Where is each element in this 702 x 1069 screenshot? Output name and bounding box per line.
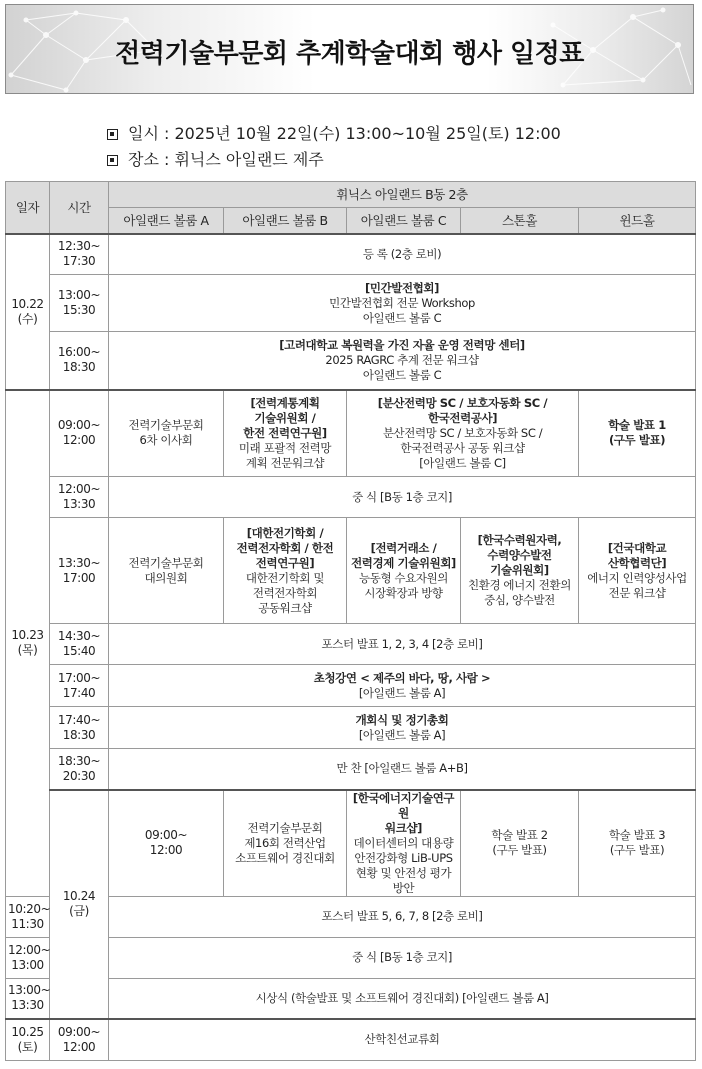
event-date: 일시 : 2025년 10월 22일(수) 13:00~10월 25일(토) 12:00 [128, 124, 561, 143]
event-cell: 초청강연 < 제주의 바다, 땅, 사람 > [아일랜드 볼룸 A] [109, 665, 696, 707]
day-date: 10.22 [11, 296, 44, 311]
time-cell: 10:20~ 11:30 [6, 896, 50, 937]
event-cell: 시상식 (학술발표 및 소프트웨어 경진대회) [아일랜드 볼룸 A] [109, 978, 696, 1019]
header-wind-hall: 윈드홀 [579, 208, 696, 234]
event-cell-stone-hall: [한국수력원자력, 수력양수발전 기술위원회] 친환경 에너지 전환의 중심, 양수발전 [461, 518, 579, 624]
event-cell-room-a: 전력기술부문회 제16회 전력산업 소프트웨어 경진대회 [224, 790, 347, 897]
time-cell: 17:40~ 18:30 [50, 707, 109, 749]
time-cell: 13:00~ 13:30 [6, 978, 50, 1019]
table-row [6, 790, 696, 897]
event-cell-room-c: 학술 발표 2 (구두 발표) [461, 790, 579, 897]
time-cell: 18:30~ 20:30 [50, 749, 109, 790]
header-day: 일자 [6, 182, 50, 234]
header-time: 시간 [50, 182, 109, 234]
header-room-c: 아일랜드 볼룸 C [347, 208, 461, 234]
event-venue: 장소 : 휘닉스 아일랜드 제주 [128, 150, 324, 169]
square-bullet-icon [107, 155, 118, 166]
day-weekday: (금) [69, 904, 89, 919]
event-cell-room-b: [전력계통계획 기술위원회 / 한전 전력연구원] 미래 포괄적 전력망 계획 전문워크샵 [224, 390, 347, 477]
time-cell: 16:00~ 18:30 [50, 332, 109, 390]
event-cell-room-b: [대한전기학회 / 전력전자학회 / 한전 전력연구원] 대한전기학회 및 전력전자학회 공동워크샵 [224, 518, 347, 624]
header-building: 휘닉스 아일랜드 B동 2층 [109, 182, 696, 208]
table-row [6, 665, 696, 707]
time-cell: 09:00~ 12:00 [50, 390, 109, 477]
table-row [6, 332, 696, 390]
event-cell: [고려대학교 복원력을 가진 자율 운영 전력망 센터] 2025 RAGRC 추계 전문 워크샵 아일랜드 볼룸 C [109, 332, 696, 390]
day-cell [50, 790, 109, 1020]
time-cell: 09:00~ 12:00 [50, 1019, 109, 1060]
day-date: 10.25 [11, 1024, 44, 1039]
event-cell-room-c-stone: [분산전력망 SC / 보호자동화 SC / 한국전력공사] 분산전력망 SC / 보호자동화 SC / 한국전력공사 공동 워크샵 [아일랜드 볼룸 C] [347, 390, 579, 477]
event-cell: 개회식 및 정기총회 [아일랜드 볼룸 A] [109, 707, 696, 749]
day-cell [6, 234, 50, 390]
time-cell: 12:00~ 13:00 [6, 937, 50, 978]
event-cell-room-b: [한국에너지기술연구원 워크샵] 데이터센터의 대용량 안전강화형 LiB-UPS 현황 및 안전성 평가 방안 [347, 790, 461, 897]
time-cell: 12:30~ 17:30 [50, 234, 109, 275]
day-cell [6, 1019, 50, 1060]
event-cell: 만 찬 [아일랜드 볼룸 A+B] [109, 749, 696, 790]
event-cell-wind-hall: [건국대학교 산학협력단] 에너지 인력양성사업 전문 워크샵 [579, 518, 696, 624]
table-row [6, 1019, 696, 1060]
event-cell: 중 식 [B동 1층 코지] [109, 477, 696, 518]
header-room-a: 아일랜드 볼룸 A [109, 208, 224, 234]
event-cell-room-a: 전력기술부문회 6차 이사회 [109, 390, 224, 477]
day-weekday: (목) [17, 643, 38, 657]
schedule-table [5, 181, 696, 1061]
event-cell: 중 식 [B동 1층 코지] [109, 937, 696, 978]
header-stone-hall: 스톤홀 [461, 208, 579, 234]
header-room-b: 아일랜드 볼룸 B [224, 208, 347, 234]
page-title: 전력기술부문회 추계학술대회 행사 일정표 [115, 39, 584, 69]
event-cell-wind-hall: 학술 발표 1 (구두 발표) [579, 390, 696, 477]
event-venue-line [107, 147, 324, 170]
table-row [6, 749, 696, 790]
day-weekday: (수) [17, 311, 38, 326]
event-cell: 포스터 발표 1, 2, 3, 4 [2층 로비] [109, 624, 696, 665]
day-cell [6, 390, 50, 897]
event-cell: 포스터 발표 5, 6, 7, 8 [2층 로비] [109, 896, 696, 937]
time-cell: 09:00~ 12:00 [109, 790, 224, 897]
event-cell: [민간발전협회] 민간발전협회 전문 Workshop 아일랜드 볼룸 C [109, 275, 696, 332]
event-cell-room-c: [전력거래소 / 전력경제 기술위원회] 능동형 수요자원의 시장확장과 방향 [347, 518, 461, 624]
event-date-line [107, 121, 561, 144]
day-date: 10.23 [11, 628, 44, 642]
time-cell: 17:00~ 17:40 [50, 665, 109, 707]
table-row [6, 518, 696, 624]
event-cell-room-a: 전력기술부문회 대의원회 [109, 518, 224, 624]
square-bullet-icon [107, 129, 118, 140]
table-row [6, 275, 696, 332]
time-cell: 14:30~ 15:40 [50, 624, 109, 665]
day-weekday: (토) [17, 1039, 38, 1054]
table-row [6, 624, 696, 665]
event-cell: 등 록 (2층 로비) [109, 234, 696, 275]
title-banner [5, 4, 694, 94]
day-date: 10.24 [62, 889, 96, 904]
table-row [6, 707, 696, 749]
time-cell: 13:30~ 17:00 [50, 518, 109, 624]
event-cell-stone-hall: 학술 발표 3 (구두 발표) [579, 790, 696, 897]
table-row [6, 234, 696, 275]
table-row [6, 937, 696, 978]
table-row [6, 896, 696, 937]
time-cell: 12:00~ 13:30 [50, 477, 109, 518]
table-row [6, 978, 696, 1019]
event-cell: 산학친선교류회 [109, 1019, 696, 1060]
time-cell: 13:00~ 15:30 [50, 275, 109, 332]
table-row [6, 477, 696, 518]
table-row [6, 390, 696, 477]
